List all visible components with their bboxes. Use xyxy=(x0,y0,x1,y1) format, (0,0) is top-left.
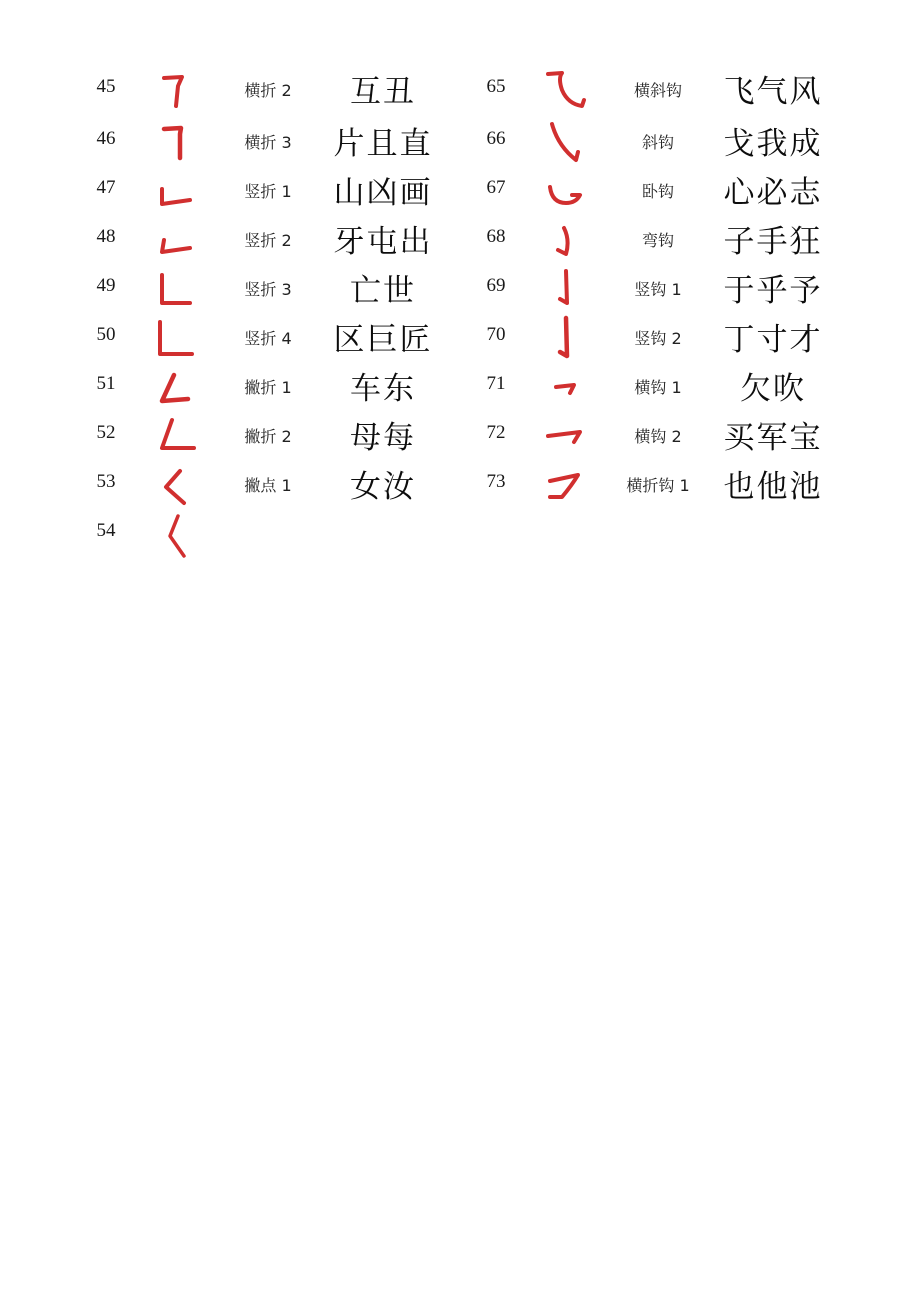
example-characters: 片且直 xyxy=(333,126,433,162)
stroke-number: 72 xyxy=(486,422,506,443)
stroke-number: 50 xyxy=(96,324,116,345)
example-characters: 山凶画 xyxy=(333,175,433,211)
shu-zhe-3-stroke-icon xyxy=(150,267,202,309)
pie-zhe-2-stroke-icon xyxy=(150,414,202,456)
stroke-row-52 xyxy=(78,410,518,459)
stroke-name: 卧钩 xyxy=(641,182,674,201)
stroke-row-65 xyxy=(468,64,908,116)
stroke-name: 横折 3 xyxy=(244,133,292,152)
stroke-row-69 xyxy=(468,263,908,312)
stroke-row-68 xyxy=(468,214,908,263)
example-characters: 互丑 xyxy=(350,74,416,110)
stroke-number: 48 xyxy=(96,226,116,247)
heng-zhe-gou-1-stroke-icon xyxy=(542,463,594,505)
heng-xie-gou-stroke-icon xyxy=(542,68,594,110)
example-characters: 欠吹 xyxy=(740,371,806,407)
stroke-number: 68 xyxy=(486,226,506,247)
stroke-number: 70 xyxy=(486,324,506,345)
stroke-number: 52 xyxy=(96,422,116,443)
stroke-name: 竖折 3 xyxy=(244,280,292,299)
pie-dian-2-stroke-icon xyxy=(150,512,202,554)
stroke-name: 撇折 1 xyxy=(244,378,292,397)
stroke-number: 53 xyxy=(96,471,116,492)
shu-zhe-2-stroke-icon xyxy=(150,218,202,260)
stroke-name: 竖折 2 xyxy=(244,231,292,250)
shu-gou-1-stroke-icon xyxy=(542,267,594,309)
shu-gou-2-stroke-icon xyxy=(542,316,594,358)
stroke-row-50 xyxy=(78,312,518,361)
left-stroke-column xyxy=(78,64,518,557)
heng-zhe-2-stroke-icon xyxy=(150,68,202,110)
stroke-name: 竖钩 2 xyxy=(634,329,682,348)
stroke-row-67 xyxy=(468,165,908,214)
heng-gou-2-stroke-icon xyxy=(542,414,594,456)
stroke-name: 横斜钩 xyxy=(633,81,682,100)
stroke-name: 横折钩 1 xyxy=(626,476,690,495)
example-characters: 车东 xyxy=(350,371,416,407)
example-characters: 飞气风 xyxy=(723,74,823,110)
stroke-row-66 xyxy=(468,116,908,165)
stroke-number: 47 xyxy=(96,177,116,198)
stroke-number: 51 xyxy=(96,373,116,394)
heng-gou-1-stroke-icon xyxy=(542,365,594,407)
example-characters: 女汝 xyxy=(350,469,416,505)
right-stroke-column xyxy=(468,64,908,508)
stroke-name: 竖折 4 xyxy=(244,329,292,348)
stroke-number: 49 xyxy=(96,275,116,296)
stroke-row-45 xyxy=(78,64,518,116)
stroke-row-49 xyxy=(78,263,518,312)
example-characters: 于乎予 xyxy=(723,273,823,309)
stroke-row-53 xyxy=(78,459,518,508)
example-characters: 丁寸才 xyxy=(723,322,823,358)
shu-zhe-1-stroke-icon xyxy=(150,169,202,211)
stroke-row-51 xyxy=(78,361,518,410)
stroke-row-73 xyxy=(468,459,908,508)
example-characters: 母每 xyxy=(350,420,416,456)
wo-gou-stroke-icon xyxy=(542,169,594,211)
stroke-row-71 xyxy=(468,361,908,410)
shu-zhe-4-stroke-icon xyxy=(150,316,202,358)
example-characters: 买军宝 xyxy=(723,420,823,456)
stroke-number: 54 xyxy=(96,520,116,541)
stroke-name: 斜钩 xyxy=(641,133,674,152)
stroke-name: 撇折 2 xyxy=(244,427,292,446)
stroke-number: 73 xyxy=(486,471,506,492)
stroke-number: 69 xyxy=(486,275,506,296)
example-characters: 亡世 xyxy=(350,273,416,309)
pie-dian-1-stroke-icon xyxy=(150,463,202,505)
example-characters: 心必志 xyxy=(723,175,823,211)
stroke-row-46 xyxy=(78,116,518,165)
xie-gou-stroke-icon xyxy=(542,120,594,162)
stroke-name: 横折 2 xyxy=(244,81,292,100)
example-characters: 戈我成 xyxy=(723,126,823,162)
stroke-number: 67 xyxy=(486,177,506,198)
example-characters: 子手狂 xyxy=(723,224,823,260)
stroke-number: 71 xyxy=(486,373,506,394)
stroke-number: 65 xyxy=(486,76,506,97)
stroke-number: 66 xyxy=(486,128,506,149)
stroke-name: 横钩 2 xyxy=(634,427,682,446)
stroke-number: 45 xyxy=(96,76,116,97)
stroke-row-47 xyxy=(78,165,518,214)
stroke-row-70 xyxy=(468,312,908,361)
stroke-row-48 xyxy=(78,214,518,263)
stroke-name: 竖折 1 xyxy=(244,182,292,201)
stroke-name: 竖钩 1 xyxy=(634,280,682,299)
example-characters: 牙屯出 xyxy=(333,224,433,260)
stroke-row-54 xyxy=(78,508,518,557)
example-characters: 也他池 xyxy=(723,469,823,505)
example-characters: 区巨匠 xyxy=(333,322,433,358)
stroke-name: 弯钩 xyxy=(641,231,674,250)
stroke-number: 46 xyxy=(96,128,116,149)
stroke-name: 撇点 1 xyxy=(244,476,292,495)
pie-zhe-1-stroke-icon xyxy=(150,365,202,407)
wan-gou-stroke-icon xyxy=(542,218,594,260)
stroke-name: 横钩 1 xyxy=(634,378,682,397)
heng-zhe-3-stroke-icon xyxy=(150,120,202,162)
stroke-row-72 xyxy=(468,410,908,459)
